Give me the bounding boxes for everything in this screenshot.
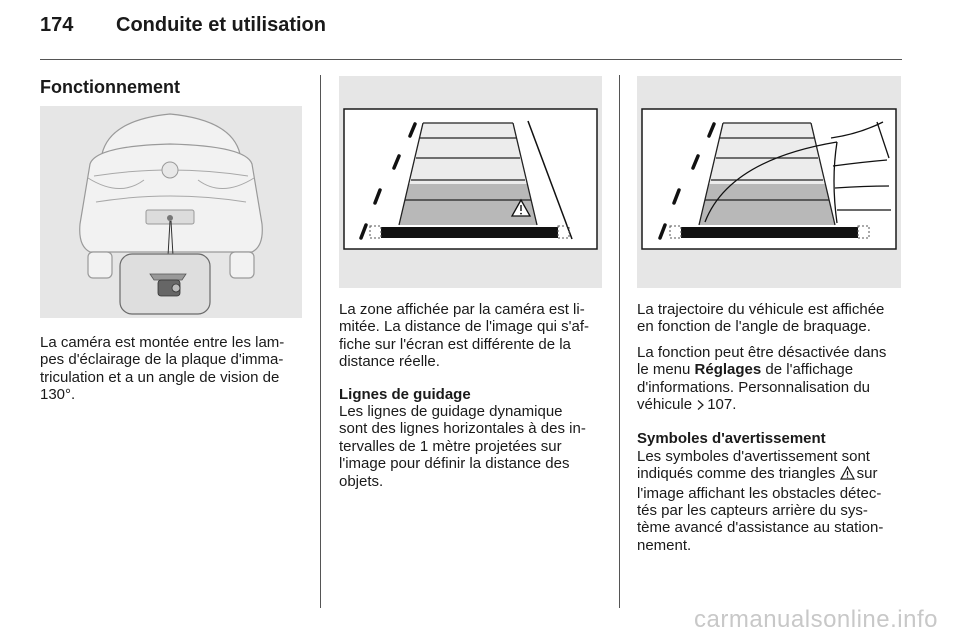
text-fragment: de l'affichage xyxy=(761,361,854,379)
text-line: tervalles de 1 mètre projetées sur xyxy=(339,437,562,455)
text-line: distance réelle. xyxy=(339,353,440,371)
page-header xyxy=(40,14,326,37)
text-line: en fonction de l'angle de braquage. xyxy=(637,318,871,336)
col3-section xyxy=(637,430,907,554)
text-line: triculation et a un angle de vision de xyxy=(40,368,280,386)
page-number: 174 xyxy=(40,14,74,36)
text-line: 130°. xyxy=(40,386,76,404)
figure-car-rear-camera xyxy=(40,106,302,318)
text-line: l'image affichant les obstacles détec- xyxy=(637,484,882,502)
figure-trajectory-display xyxy=(637,76,901,288)
figure-guide-lines-display xyxy=(339,76,602,288)
text-fragment: véhicule xyxy=(637,396,697,414)
subheading-guide-lines: Lignes de guidage xyxy=(339,385,471,403)
text-line: La zone affichée par la caméra est li- xyxy=(339,301,585,318)
col1-paragraph xyxy=(40,334,310,404)
col3-paragraph-1 xyxy=(637,301,907,336)
col2-paragraph-1 xyxy=(339,301,609,371)
text-line: Les lignes de guidage dynamique xyxy=(339,403,563,421)
column-divider-2 xyxy=(619,75,620,608)
text-fragment: sur xyxy=(856,465,878,483)
column-divider-1 xyxy=(320,75,321,608)
chapter-title: Conduite et utilisation xyxy=(116,14,326,36)
text-line: tème avancé d'assistance au station- xyxy=(637,519,884,537)
text-line: pes d'éclairage de la plaque d'imma- xyxy=(40,351,284,369)
subheading-warning-symbols: Symboles d'avertissement xyxy=(637,430,826,448)
page-reference-arrow-icon xyxy=(696,398,707,415)
page-reference: 107. xyxy=(707,396,737,414)
text-line: nement. xyxy=(637,536,692,554)
text-line: l'image pour définir la distance des xyxy=(339,455,570,473)
text-line: fiche sur l'écran est différente de la xyxy=(339,335,571,353)
col1-body xyxy=(40,334,310,412)
text-line: La caméra est montée entre les lam- xyxy=(40,334,285,351)
warning-triangle-icon xyxy=(840,466,857,484)
col3-body xyxy=(637,301,907,554)
text-fragment: le menu xyxy=(637,361,695,379)
text-line: d'informations. Personnalisation du xyxy=(637,378,870,396)
text-line: La trajectoire du véhicule est affichée xyxy=(637,301,885,318)
text-fragment: indiqués comme des triangles xyxy=(637,465,840,483)
text-line: Les symboles d'avertissement sont xyxy=(637,447,870,465)
text-line: objets. xyxy=(339,472,384,490)
col3-paragraph-2 xyxy=(637,344,907,416)
text-line: La fonction peut être désactivée dans xyxy=(637,343,887,361)
col2-section xyxy=(339,386,609,490)
text-line: mitée. La distance de l'image qui s'af- xyxy=(339,318,590,336)
text-line: sont des lignes horizontales à des in- xyxy=(339,420,586,438)
section-title: Fonctionnement xyxy=(40,77,180,97)
header-rule xyxy=(40,59,902,60)
watermark: carmanualsonline.info xyxy=(694,606,938,633)
text-line: tés par les capteurs arrière du sys- xyxy=(637,502,868,520)
menu-reference-settings: Réglages xyxy=(694,361,762,379)
col2-body xyxy=(339,301,609,490)
